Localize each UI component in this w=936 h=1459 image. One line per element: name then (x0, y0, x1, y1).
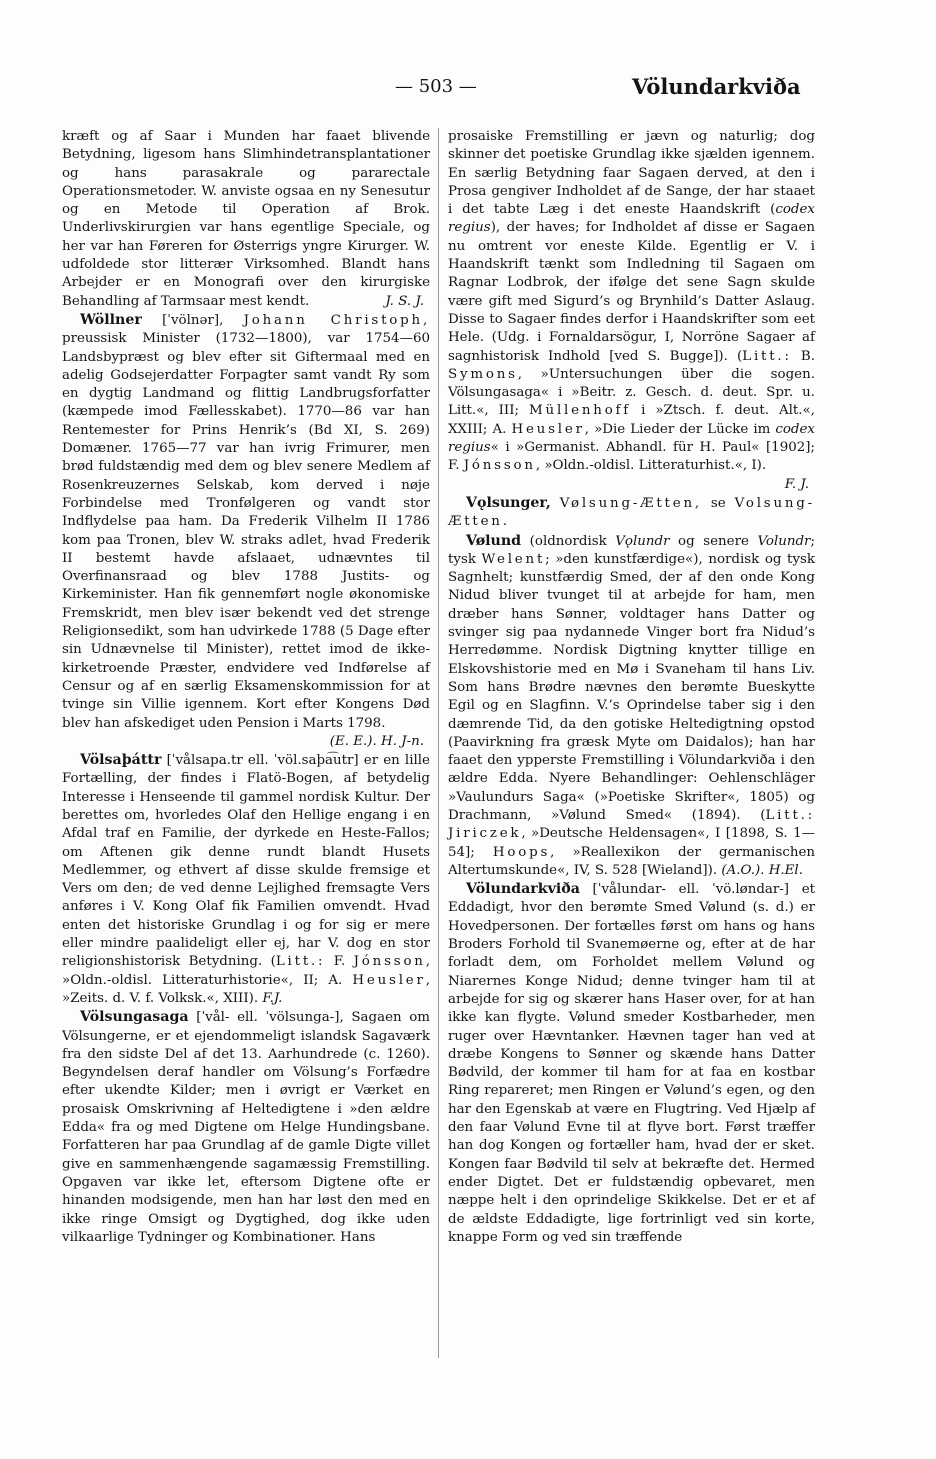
page-number: — 503 — (395, 76, 477, 97)
left-column (62, 128, 430, 1247)
literature-label: Litt.: (742, 348, 792, 364)
entry-volsunger: Vǫlsunger, Vølsung-Ætten, se Volsung-Ætten. (448, 494, 815, 530)
signature: J. S. J. (385, 293, 424, 309)
author-name: Jiriczek (448, 826, 522, 842)
cross-reference[interactable]: Volsung-Ætten. (448, 495, 815, 530)
entry-wollner (62, 311, 430, 733)
headword: Vølund (466, 532, 522, 549)
person-name: Johann Christoph, (243, 312, 430, 328)
entry-volsungasaga (62, 1008, 430, 1247)
column-divider (438, 128, 439, 1358)
pronunciation: [ˈvålsapa.tr ell. ˈvöl.saþa͡utr] (166, 753, 359, 769)
signature: F.J. (262, 990, 283, 1006)
headword: Völundarkviða (466, 881, 580, 898)
headword: Vǫlsunger, (466, 494, 551, 511)
literature-label: Litt.: (275, 954, 326, 970)
entry-volsapattr: Völsaþáttr [ˈvålsapa.tr ell. ˈvöl.saþa͡utr] er en lille Fortælling, der findes i Flatö-Bogen, af betydelig Interesse i Henseende til gammel nordisk Kultur. Der berettes om, hvorledes Olaf den Hellige engang i en Afdal traf en Familie, der dyrkede en Heste-Fallos; om Aftenen gik denne rundt blandt Husets Medlemmer, og ethvert af disse skulde fremsige et Vers om den; de ved denne Lejlighed fremsagte Vers anføres i V. Kong Olaf fik Familien omvendt. Hvad enten det historiske Grundlag i og for sig er mere eller mindre paalideligt eller ej, har V. dog en stor religionshistorisk Betydning. (Litt.: F. Jónsson, »Oldn.-oldisl. Litteraturhistorie«, II; A. Heusler, »Zeits. d. V. f. Volksk.«, XIII). F.J. (62, 752, 430, 1006)
entry-volund: Vølund (oldnordisk Vǫlundr og senere Volundr; tysk Welent; »den kunstfærdige«), nordisk og tysk Sagnhelt; kunstfærdig Smed, der af den onde Kong Nidud bliver tvunget til at arbejde for ham, men dræber hans Sønner, voldtager hans Datter og svinger sig paa nydannede Vinger bort fra Nidud’s Herredømme. Nordisk Digtning knytter tillige en Elskovshistorie med en Mø i Svaneham til hans Liv. Som hans Brødre nævnes den berømte Bueskytte Egil og en Slagfinn. V.’s Oprindelse taber sig i den dæmrende Tid, da den gotiske Heltedigtning opstod (Paavirkning fra græsk Myte om Daidalos); han har faaet den ypperste Fremstilling i Völundarkviða i den ældre Edda. Nyere Behandlinger: Oehlenschläger »Vaulundurs Saga« (»Poetiske Skrifter«, 1805) og Drachmann, »Vølund Smed« (1894). (Litt.: Jiriczek, »Deutsche Heldensagen«, I [1898, S. 1—54]; Hoops, »Reallexikon der germanischen Altertumskunde«, IV, S. 528 [Wieland]). (A.O.). H.El. (448, 532, 816, 878)
signature: (A.O.). H.El. (721, 862, 803, 878)
headword: Wöllner (80, 311, 142, 328)
entry-text: ; »den kunstfærdige«), nordisk og tysk Sagnhelt; kunstfærdig Smed, der af den onde Kong Nidud bliver tvunget til at arbejde for ham, men dræber hans Sønner, voldtager hans Datter og svinger sig paa nydannede Vinger bort fra Nidud’s Herredømme. Nordisk Digtning knytter tillige en Elskovshistorie med en Mø i Svaneham til hans Liv. Som hans Brødre nævnes den berømte Bueskytte Egil og en Slagfinn. V.’s Oprindelse taber sig i den dæmrende Tid, da den gotiske Heltedigtning opstod (Paavirkning fra græsk Myte om Daidalos); han har faaet den ypperste Fremstilling i Völundarkviða i den ældre Edda. Nyere Behandlinger: Oehlenschläger »Vaulundurs Saga« (»Poetiske Skrifter«, 1805) og Drachmann, »Vølund Smed« (1894). ( (448, 551, 815, 823)
page-header (0, 72, 936, 106)
right-column (448, 128, 815, 1247)
author-name: Jónsson (353, 954, 426, 970)
literature-label: Litt.: (765, 807, 815, 823)
entry-text: et Eddadigt, hvor den berømte Smed Vølund (s. d.) er Hovedpersonen. Der fortælles først om hans og hans Broders Forhold til Svanemøerne og, efter at de har forladt dem, om Forholdet mellem Vølund og Niarernes Konge Nidud; denne tvinger ham til at arbejde for sig og skærer hans Haser over, for at han ikke kan flygte. Vølund smeder Kostbarheder, men ruger over Hævntanker. Hævnen tager han ved at dræbe Kongens to Sønner og skænde hans Datter Bødvild, der kommer til ham for at faa en kostbar Ring repareret; men Ringen er Vølund’s egen, og den har den Egenskab at være en Flugtring. Ved Hjælp af den faar Vølund Evne til at flyve bort. Først træffer han dog Kongen og fortæller ham, hvad der er sket. Kongen faar Bødvild til selv at bekræfte det. Hermed ender Digtet. Det er fuldstændig opbevaret, men næppe helt i den oprindelige Skikkelse. Det er et af de ældste Eddadigte, lige fortrinligt ved sin korte, knappe Form og ved sin træffende (448, 882, 815, 1245)
entry-text: er en lille Fortælling, der findes i Flatö-Bogen, af betydelig Interesse i Henseende til gammel nordisk Kultur. Der berettes om, hvorledes Olaf den Hellige engang i en Afdal traf en Familie, der dyrkede en Heste-Fallos; om Aftenen gik denne rundt blandt Husets Medlemmer, og ethvert af disse skulde fremsige et Vers om den; de ved denne Lejlighed fremsagte Vers anføres i V. Kong Olaf fik Familien omvendt. Hvad enten det historiske Grundlag i og for sig er mere eller mindre paalideligt eller ej, har V. dog en stor religionshistorisk Betydning. ( (62, 753, 430, 970)
pronunciation: [ˈvålundar- ell. ˈvö.løndar-] (592, 882, 790, 898)
headword: Völsaþáttr (80, 752, 162, 769)
author-name: Heusler (352, 972, 426, 988)
headword: Völsungasaga (80, 1009, 189, 1026)
author-name: Müllenhoff (529, 403, 632, 419)
running-title: Völundarkviða (632, 74, 801, 99)
pronunciation: [ˈvål- ell. ˈvölsunga-], (196, 1010, 344, 1026)
author-name: Heusler (511, 421, 585, 437)
entry-text: Sagaen om Völsungerne, er et ejendommeligt islandsk Sagaværk fra den sidste Del af det 13. Aarhundrede (c. 1260). Begyndelsen deraf handler om Völsung’s Forfædre efter ukendte Kilder; men i øvrigt er Værket en prosaisk Omskrivning af Heltedigtene i »den ældre Edda« fra og med Digtene om Helge Hundingsbane. Forfatteren har paa Grundlag af de gamle Digte villet give en sammenhængende sagamæssig Fremstilling. Opgaven var ikke let, eftersom Digtene ofte er hinanden modsigende, men han har løst den med en ikke ringe Omsigt og Dygtighed, dog ikke uden vilkaarlige Tydninger og Kombinationer. Hans (62, 1010, 430, 1245)
author-name: Hoops (492, 844, 551, 860)
continued-entry: prosaiske Fremstilling er jævn og naturlig; dog skinner det poetiske Grundlag ikke sjælden igennem. En særlig Betydning faar Sagaen derved, at den i Prosa gengiver Indholdet af de Sange, der har staaet i det tabte Læg i det eneste Haandskrift (codex regius), der haves; for Indholdet af disse er Sagaen nu omtrent vor eneste Kilde. Egentlig er V. i Haandskrift tænkt som Indledning til Sagaen om Ragnar Lodbrok, der ifølge det sene Sagn skulde være gift med Sigurd’s og Brynhild’s Datter Aslaug. Disse to Sagaer findes derfor i Haandskrifter som eet Hele. (Udg. i Fornaldarsögur, I, Norröne Sagaer af sagnhistorisk Indhold [ved S. Bugge]). (Litt.: B. Symons, »Untersuchungen über die sogen. Völsungasaga« i »Beitr. z. Gesch. d. deut. Spr. u. Litt.«, III; Müllenhoff i »Ztsch. f. deut. Alt.«, XXIII; A. Heusler, »Die Lieder der Lücke im codex regius« i »Germanist. Abhandl. für H. Paul« [1902]; F. Jónsson, »Oldn.-oldisl. Litteraturhist.«, I). (448, 129, 815, 474)
signature: (E. E.). H. J-n. (329, 733, 424, 749)
entry-volundarkvida (448, 880, 815, 1247)
entry-text: preussisk Minister (1732—1800), var 1754—60 Landsbypræst og blev efter sit Giftermaal med en adelig Godsejerdatter Forpagter samt vandt Ry som en dygtig Landmand og flittig Landbrugsforfatter (kæmpede imod Fællesskabet). 1770—86 var han Rentemester for Prins Henrik’s (Bd XI, S. 269) Domæner. 1765—77 var han ivrig Frimurer, men brød fuldstændig med dem og blev senere Medlem af Rosenkreuzernes Selskab, kom derved i nøje Forbindelse med Tronfølgeren og vandt stor Indflydelse paa ham. Da Frederik Vilhelm II 1786 kom paa Tronen, blev W. straks adlet, hvad Frederik II bestemt havde afslaaet, udnævntes til Overfinansraad og blev 1788 Justits- og Kirkeminister. Han fik gennemført nogle økonomiske Fremskridt, men blev især bekendt ved det strenge Religionsedikt, som han udvirkede 1788 (5 Dage efter sin Udnævnelse til Minister), rettet imod de ikke-kirketroende Præster, endvidere ved Indførelse af Censur og af en særlig Eksamenskommission for at tvinge sin Villie igennem. Kort efter Kongens Død blev han afskediget uden Pension i Marts 1798. (62, 331, 430, 731)
author-name: Symons (448, 366, 518, 382)
pronunciation: [ˈvölnər], (162, 312, 224, 328)
continued-entry: kræft og af Saar i Munden har faaet blivende Betydning, ligesom hans Slimhindetransplantationer og hans parasakrale og pararectale Operationsmetoder. W. anviste ogsaa en ny Senesutur og en Metode til Operation af Brok. Underlivskirurgien var hans egentlige Speciale, og her var han Føreren for Østerrigs yngre Kirurger. W. udfoldede stor litterær Virksomhed. Blandt hans Arbejder er en Monografi over den kirurgiske Behandling af Tarmsaar mest kendt. J. S. J. (62, 128, 430, 311)
author-name: Jónsson (463, 458, 536, 474)
signature: F. J. (784, 476, 809, 492)
